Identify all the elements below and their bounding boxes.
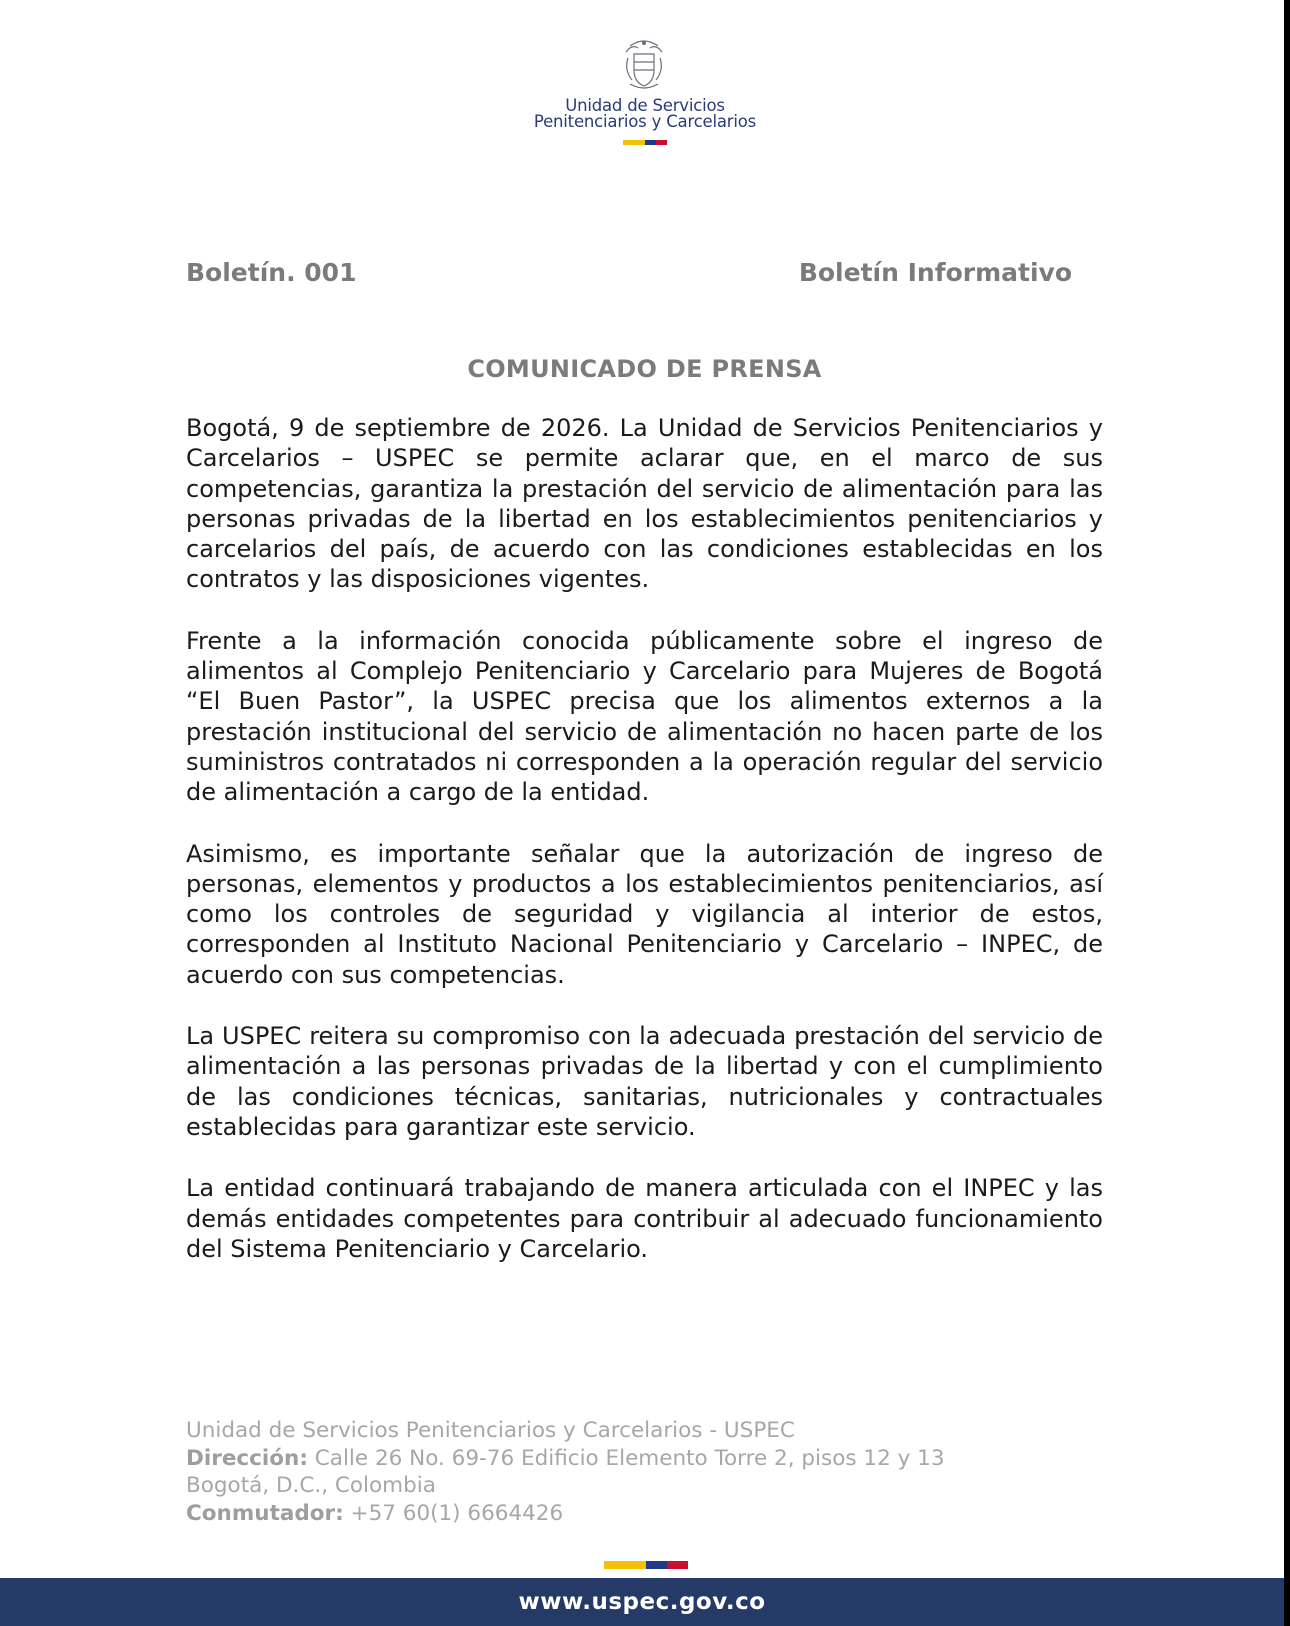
paragraph: Frente a la información conocida públicamente sobre el ingreso de alimentos al Complejo Penitenciario y Carcelario para Mujeres de Bogotá “El Buen Pastor”, la USPEC precisa que los alimentos externos a la prestación institucional del servicio de alimentación no hacen parte de los suministros contratados ni corresponden a la operación regular del servicio de alimentación a cargo de la entidad. bbox=[186, 626, 1103, 807]
footer-address bbox=[186, 1445, 945, 1473]
uspec-logo bbox=[500, 36, 790, 148]
paragraph: La entidad continuará trabajando de manera articulada con el INPEC y las demás entidades competentes para contribuir al adecuado funcionamiento del Sistema Penitenciario y Carcelario. bbox=[186, 1174, 1103, 1263]
logo-text-line2: Penitenciarios y Carcelarios bbox=[533, 112, 757, 131]
coat-of-arms-icon bbox=[620, 36, 668, 92]
bulletin-number: Boletín. 001 bbox=[186, 258, 357, 287]
footer-org: Unidad de Servicios Penitenciarios y Carcelarios - USPEC bbox=[186, 1418, 795, 1443]
page-title: COMUNICADO DE PRENSA bbox=[467, 355, 822, 383]
phone-label: Conmutador: bbox=[186, 1500, 344, 1526]
footer-contact-info bbox=[186, 1417, 945, 1527]
paragraph: Bogotá, 9 de septiembre de 2026. La Unidad de Servicios Penitenciarios y Carcelarios – USPEC se permite aclarar que, en el marco de sus competencias, garantiza la prestación del servicio de alimentación para las personas privadas de la libertad en los establecimientos penitenciarios y carcelarios del país, de acuerdo con las condiciones establecidas en los contratos y las disposiciones vigentes. bbox=[186, 414, 1103, 594]
bulletin-type: Boletín Informativo bbox=[798, 258, 1072, 287]
footer-phone bbox=[186, 1500, 945, 1528]
paragraph: La USPEC reitera su compromiso con la adecuada prestación del servicio de alimentación a las personas privadas de la libertad y con el cumplimiento de las condiciones técnicas, sanitarias, nutricionales y contractuales establecidas para garantizar este servicio. bbox=[186, 1022, 1103, 1141]
logo-text-line1: Unidad de Servicios bbox=[565, 96, 725, 115]
paragraph: Asimismo, es importante señalar que la autorización de ingreso de personas, elementos y productos a los establecimientos penitenciarios, así como los controles de seguridad y vigilancia al interior de estos, corresponden al Instituto Nacional Penitenciario y Carcelario – INPEC, de acuerdo con sus competencias. bbox=[186, 839, 1103, 989]
colombia-flag-stripe bbox=[623, 140, 667, 145]
address-value: Calle 26 No. 69-76 Edificio Elemento Torre 2, pisos 12 y 13 bbox=[307, 1445, 945, 1471]
footer-city: Bogotá, D.C., Colombia bbox=[186, 1473, 436, 1498]
website-link[interactable]: www.uspec.gov.co bbox=[518, 1589, 766, 1615]
press-release-body bbox=[186, 413, 1103, 1295]
colombia-flag-stripe-footer bbox=[604, 1561, 688, 1569]
address-label: Dirección: bbox=[186, 1445, 308, 1471]
phone-value: +57 60(1) 6664426 bbox=[343, 1500, 564, 1526]
